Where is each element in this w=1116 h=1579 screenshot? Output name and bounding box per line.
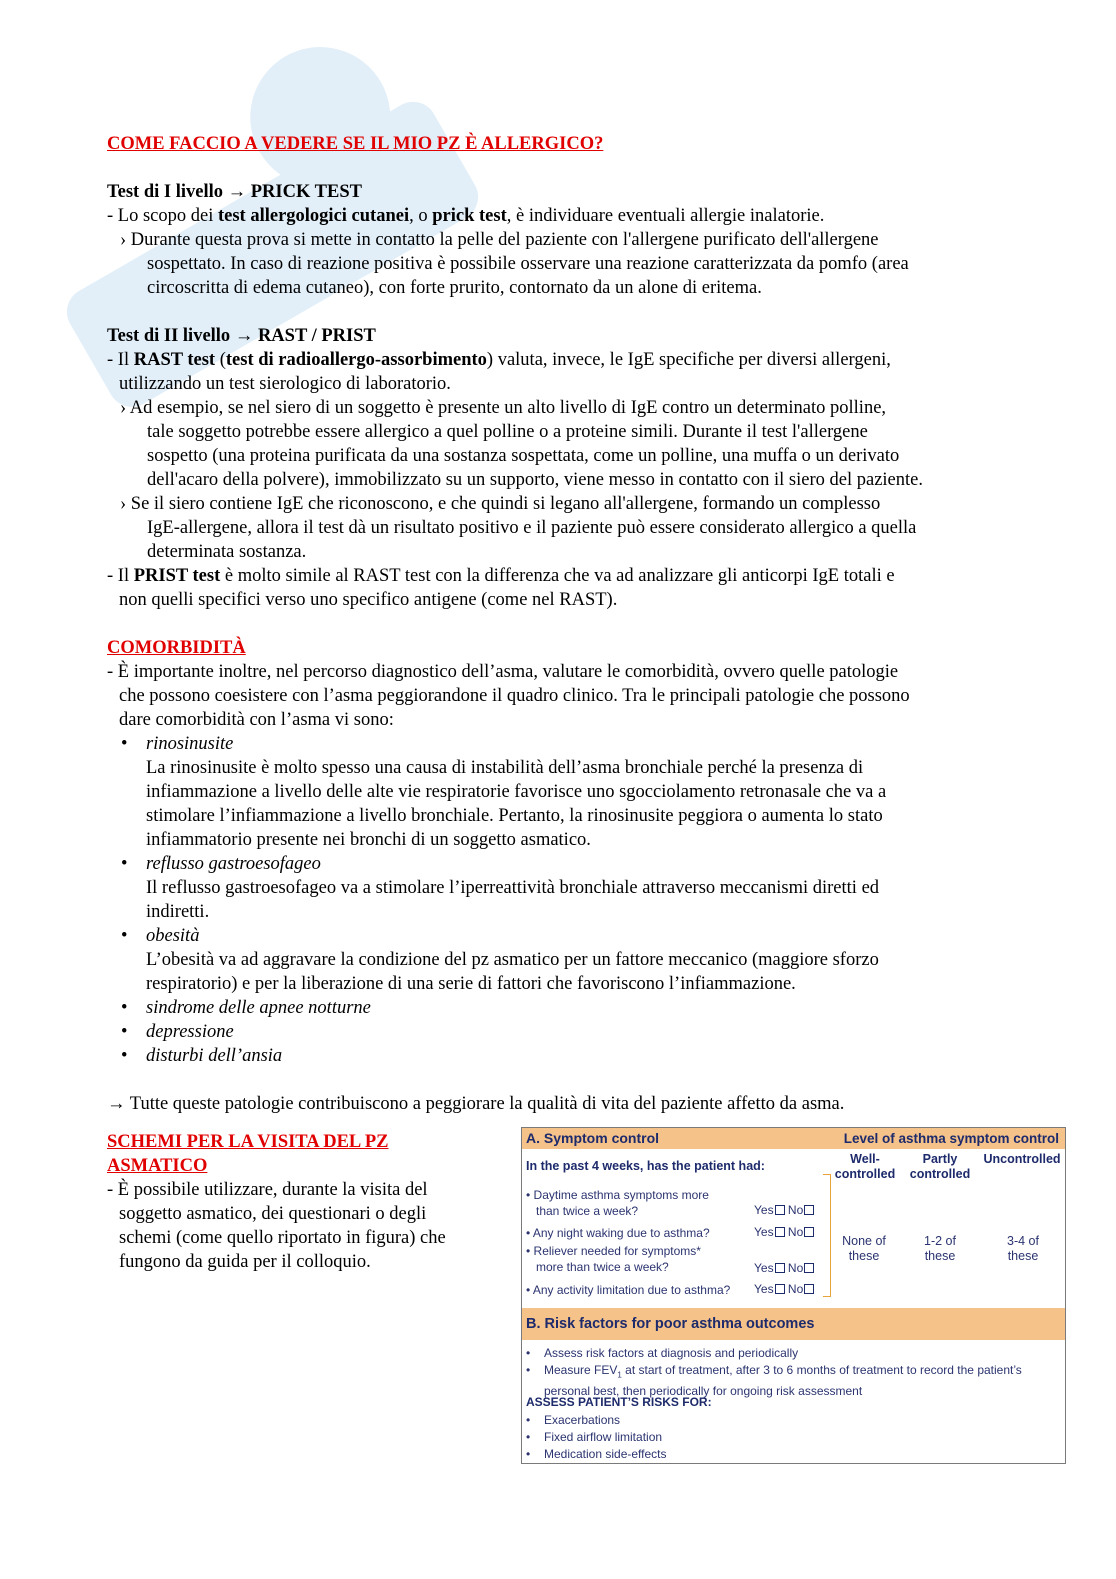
question-daytime: • Daytime asthma symptoms more than twice a week? xyxy=(526,1188,709,1218)
test2-sub2: › Se il siero contiene IgE che riconoscono, e che quindi si legano all'allergene, formando un complesso IgE-allergene, allora il test dà un risultato positivo e il paziente può essere considerato allergico a quella determinata sostanza. xyxy=(120,494,917,562)
list-item: • reflusso gastroesofageo Il reflusso gastroesofageo va a stimolare l’iperreattività bronchiale attraverso meccanismi diretti ed indiretti. xyxy=(121,854,880,922)
question-night: • Any night waking due to asthma? xyxy=(526,1226,710,1240)
test2-sub1: › Ad esempio, se nel siero di un soggetto è presente un alto livello di IgE contro un determinato polline, tale soggetto potrebbe essere allergico a quel polline o a proteine simili. Durante il test l'allergene sospetto (una proteina purificata da una sostanza sospettata, come un polline, una muffa o un derivato dell'acaro della polvere), immobilizzato su un supporto, viene messo in contatto con il siero del paziente. xyxy=(120,398,923,490)
list-item: • sindrome delle apnee notturne xyxy=(121,998,371,1018)
yes-no-checkbox[interactable]: Yes No xyxy=(754,1225,814,1239)
list-item: • disturbi dell’ansia xyxy=(121,1046,283,1066)
test1-line1: - Lo scopo dei test allergologici cutanei, o prick test, è individuare eventuali allergie inalatorie. xyxy=(107,206,825,226)
checkbox-icon xyxy=(804,1284,814,1294)
bullet-icon: • xyxy=(121,854,128,874)
checkbox-icon xyxy=(775,1284,785,1294)
list-item: • rinosinusite La rinosinusite è molto spesso una causa di instabilità dell’asma bronchiale perché la presenza di infiammazione a livello delle alte vie respiratorie favorisce uno sgocciolamento retronasale che va a stimolare l’infiammazione a livello bronchiale. Pertanto, la rinosinusite peggiora o aumenta lo stato infiammatorio presente nei bronchi di un soggetto asmatico. xyxy=(121,734,887,850)
checkbox-icon xyxy=(804,1227,814,1237)
col-partly-controlled: Partly controlled xyxy=(909,1152,971,1181)
risk-factors-header: B. Risk factors for poor asthma outcomes xyxy=(522,1308,1065,1340)
symptom-control-header: A. Symptom control Level of asthma symptom control xyxy=(522,1128,1065,1149)
answer-well: None of these xyxy=(842,1234,886,1263)
bullet-icon: • xyxy=(121,1022,128,1042)
col-well-controlled: Well- controlled xyxy=(834,1152,896,1181)
risk-item: • Medication side-effects xyxy=(526,1447,667,1461)
comorbidity-intro: - È importante inoltre, nel percorso diagnostico dell’asma, valutare le comorbidità, ovvero quelle patologie che possono coesistere con l’asma peggiorandone il quadro clinico. Tra le principali patologie che possono dare comorbidità con l’asma vi sono: xyxy=(107,662,910,730)
col-uncontrolled: Uncontrolled xyxy=(983,1152,1061,1166)
page-heading: COME FACCIO A VEDERE SE IL MIO PZ È ALLERGICO? xyxy=(107,134,604,154)
checkbox-icon xyxy=(804,1263,814,1273)
list-item: • depressione xyxy=(121,1022,234,1042)
checkbox-icon xyxy=(804,1205,814,1215)
main-content xyxy=(107,132,1012,1116)
prist-paragraph: - Il PRIST test è molto simile al RAST test con la differenza che va ad analizzare gli anticorpi IgE totali e non quelli specifici verso uno specifico antigene (come nel RAST). xyxy=(107,566,895,610)
asthma-control-figure xyxy=(521,1127,1066,1464)
comorbidity-heading: COMORBIDITÀ xyxy=(107,638,246,658)
yes-no-checkbox[interactable]: Yes No xyxy=(754,1203,814,1217)
bullet-icon: • xyxy=(121,998,128,1018)
checkbox-icon xyxy=(775,1263,785,1273)
test1-sub1: › Durante questa prova si mette in contatto la pelle del paziente con l'allergene purificato dell'allergene sospettato. In caso di reazione positiva è possibile osservare una reazione caratterizzata da pomfo (area circoscritta di edema cutaneo), con forte prurito, contornato da un alone di eritema. xyxy=(120,230,909,298)
schemi-text: SCHEMI PER LA VISITA DEL PZ ASMATICO - È possibile utilizzare, durante la visita del soggetto asmatico, dei questionari o degli schemi (come quello riportato in figura) che fungono da guida per il colloquio. xyxy=(107,1130,502,1274)
test2-title: Test di II livello → RAST / PRIST xyxy=(107,326,376,346)
arrow-right-icon: → xyxy=(234,326,254,346)
answer-partly: 1-2 of these xyxy=(924,1234,956,1263)
rast-paragraph: - Il RAST test (test di radioallergo-assorbimento) valuta, invece, le IgE specifiche per diversi allergeni, utilizzando un test sierologico di laboratorio. xyxy=(107,350,891,394)
risk-item: • Measure $FEV_1$ at start of treatment, after 3 to 6 months of treatment to record the patient’s personal best, then periodically for ongoing risk assessment xyxy=(526,1363,1022,1399)
assess-risks-title: ASSESS PATIENT’S RISKS FOR: xyxy=(526,1395,712,1409)
bullet-icon: • xyxy=(121,926,128,946)
yes-no-checkbox[interactable]: Yes No xyxy=(754,1261,814,1275)
arrow-right-icon: → xyxy=(227,182,247,202)
question-reliever: • Reliever needed for symptoms* more than twice a week? xyxy=(526,1244,701,1274)
checkbox-icon xyxy=(775,1227,785,1237)
risk-item: • Assess risk factors at diagnosis and periodically xyxy=(526,1346,799,1360)
test1-title: Test di I livello → PRICK TEST xyxy=(107,182,362,202)
risk-item: • Exacerbations xyxy=(526,1413,621,1427)
bullet-icon: • xyxy=(121,1046,128,1066)
bullet-icon: • xyxy=(121,734,128,754)
checkbox-icon xyxy=(775,1205,785,1215)
yes-no-checkbox[interactable]: Yes No xyxy=(754,1282,814,1296)
answer-uncontrolled: 3-4 of these xyxy=(1007,1234,1039,1263)
schemi-heading-line2: ASMATICO xyxy=(107,1156,208,1176)
question-activity: • Any activity limitation due to asthma? xyxy=(526,1283,731,1297)
comorbidity-conclusion: → Tutte queste patologie contribuiscono a peggiorare la qualità di vita del paziente affetto da asma. xyxy=(107,1094,845,1114)
schemi-heading-line1: SCHEMI PER LA VISITA DEL PZ xyxy=(107,1132,389,1152)
list-item: • obesità L’obesità va ad aggravare la condizione del pz asmatico per un fattore meccanico (maggiore sforzo respiratorio) e per la liberazione di una serie di fattori che favoriscono l’infiammazione. xyxy=(121,926,879,994)
question-title: In the past 4 weeks, has the patient had: xyxy=(526,1159,765,1173)
risk-item: • Fixed airflow limitation xyxy=(526,1430,663,1444)
